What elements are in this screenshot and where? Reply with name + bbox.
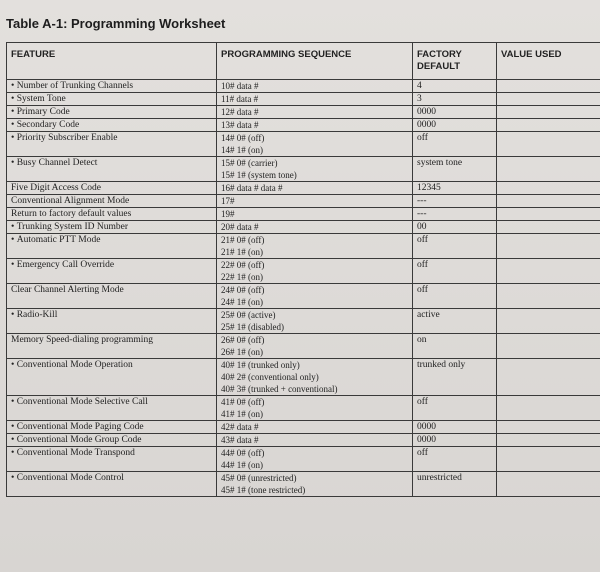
feature-cell: [7, 334, 217, 359]
factory-default-cell: on: [413, 334, 497, 359]
sequence-line: 44# 0# (off): [221, 448, 265, 458]
feature-cell: [7, 472, 217, 497]
table-row: [7, 119, 600, 132]
table-row: [7, 421, 600, 434]
factory-default-cell: ---: [413, 208, 497, 221]
sequence-line: 24# 0# (off): [221, 285, 265, 295]
sequence-line: 40# 1# (trunked only): [221, 360, 300, 370]
feature-cell: [7, 309, 217, 334]
sequence-line: 41# 0# (off): [221, 397, 265, 407]
value-used-cell[interactable]: [497, 93, 600, 106]
factory-default-cell: 0000: [413, 119, 497, 132]
sequence-cell: [217, 447, 413, 472]
value-used-cell[interactable]: [497, 359, 600, 396]
sequence-line: 13# data #: [221, 120, 259, 130]
feature-label: • Radio-Kill: [11, 310, 57, 320]
feature-cell: [7, 234, 217, 259]
feature-label: • Busy Channel Detect: [11, 158, 97, 168]
factory-default-cell: off: [413, 447, 497, 472]
sequence-cell: [217, 284, 413, 309]
header-value-used: VALUE USED: [497, 43, 600, 80]
value-used-cell[interactable]: [497, 309, 600, 334]
sequence-line: 21# 0# (off): [221, 235, 265, 245]
value-used-cell[interactable]: [497, 208, 600, 221]
value-used-cell[interactable]: [497, 284, 600, 309]
value-used-cell[interactable]: [497, 396, 600, 421]
feature-label: • Conventional Mode Control: [11, 473, 124, 483]
feature-cell: [7, 259, 217, 284]
feature-cell: [7, 182, 217, 195]
sequence-cell: [217, 421, 413, 434]
sequence-line: 24# 1# (on): [221, 297, 263, 307]
sequence-cell: [217, 80, 413, 93]
sequence-cell: [217, 234, 413, 259]
sequence-line: 12# data #: [221, 107, 259, 117]
table-row: [7, 309, 600, 334]
sequence-line: 45# 0# (unrestricted): [221, 473, 297, 483]
table-title: Table A-1: Programming Worksheet: [6, 16, 226, 31]
factory-default-cell: 12345: [413, 182, 497, 195]
header-factory-default: [413, 43, 497, 80]
table-row: [7, 472, 600, 497]
table-row: [7, 234, 600, 259]
sequence-line: 21# 1# (on): [221, 247, 263, 257]
sequence-line: 17#: [221, 196, 235, 206]
feature-cell: [7, 421, 217, 434]
factory-default-cell: off: [413, 284, 497, 309]
sequence-cell: [217, 119, 413, 132]
value-used-cell[interactable]: [497, 119, 600, 132]
feature-cell: [7, 396, 217, 421]
feature-cell: [7, 119, 217, 132]
sequence-line: 14# 1# (on): [221, 145, 263, 155]
table-row: [7, 157, 600, 182]
sequence-cell: [217, 259, 413, 284]
table-row: [7, 221, 600, 234]
value-used-cell[interactable]: [497, 132, 600, 157]
sequence-cell: [217, 132, 413, 157]
sequence-line: 26# 0# (off): [221, 335, 265, 345]
feature-label: Conventional Alignment Mode: [11, 196, 130, 206]
value-used-cell[interactable]: [497, 157, 600, 182]
feature-label: • System Tone: [11, 94, 66, 104]
factory-default-cell: off: [413, 396, 497, 421]
sequence-line: 45# 1# (tone restricted): [221, 485, 306, 495]
feature-label: • Conventional Mode Selective Call: [11, 397, 148, 407]
feature-label: Memory Speed-dialing programming: [11, 335, 153, 345]
sequence-cell: [217, 472, 413, 497]
feature-cell: [7, 447, 217, 472]
table-row: [7, 396, 600, 421]
value-used-cell[interactable]: [497, 80, 600, 93]
feature-cell: [7, 106, 217, 119]
feature-cell: [7, 208, 217, 221]
factory-default-cell: system tone: [413, 157, 497, 182]
sequence-line: 11# data #: [221, 94, 259, 104]
feature-label: • Trunking System ID Number: [11, 222, 128, 232]
factory-default-cell: off: [413, 234, 497, 259]
sequence-line: 42# data #: [221, 422, 259, 432]
sequence-line: 14# 0# (off): [221, 133, 265, 143]
feature-cell: [7, 80, 217, 93]
value-used-cell[interactable]: [497, 106, 600, 119]
value-used-cell[interactable]: [497, 221, 600, 234]
sequence-line: 22# 0# (off): [221, 260, 265, 270]
table-row: [7, 106, 600, 119]
sequence-cell: [217, 106, 413, 119]
sequence-line: 40# 3# (trunked + conventional): [221, 384, 338, 394]
sequence-line: 16# data # data #: [221, 183, 283, 193]
sequence-line: 26# 1# (on): [221, 347, 263, 357]
feature-label: Five Digit Access Code: [11, 183, 101, 193]
table-row: [7, 447, 600, 472]
header-factory-line1: FACTORY: [417, 49, 462, 60]
table-row: [7, 359, 600, 396]
sequence-line: 20# data #: [221, 222, 259, 232]
table-row: [7, 284, 600, 309]
value-used-cell[interactable]: [497, 182, 600, 195]
factory-default-cell: 00: [413, 221, 497, 234]
factory-default-cell: ---: [413, 195, 497, 208]
table-row: [7, 195, 600, 208]
feature-label: • Emergency Call Override: [11, 260, 114, 270]
sequence-line: 15# 1# (system tone): [221, 170, 297, 180]
sequence-line: 19#: [221, 209, 235, 219]
value-used-cell[interactable]: [497, 259, 600, 284]
sequence-line: 40# 2# (conventional only): [221, 372, 319, 382]
programming-worksheet-table: [6, 42, 600, 497]
sequence-cell: [217, 221, 413, 234]
value-used-cell[interactable]: [497, 447, 600, 472]
sequence-line: 10# data #: [221, 81, 259, 91]
feature-label: • Secondary Code: [11, 120, 79, 130]
feature-cell: [7, 434, 217, 447]
value-used-cell[interactable]: [497, 334, 600, 359]
factory-default-cell: trunked only: [413, 359, 497, 396]
table-row: [7, 334, 600, 359]
table-row: [7, 132, 600, 157]
value-used-cell[interactable]: [497, 234, 600, 259]
sequence-line: 43# data #: [221, 435, 259, 445]
table-row: [7, 259, 600, 284]
feature-cell: [7, 359, 217, 396]
header-feature: FEATURE: [7, 43, 217, 80]
factory-default-cell: unrestricted: [413, 472, 497, 497]
sequence-cell: [217, 334, 413, 359]
sequence-cell: [217, 396, 413, 421]
value-used-cell[interactable]: [497, 195, 600, 208]
feature-label: • Number of Trunking Channels: [11, 81, 133, 91]
factory-default-cell: active: [413, 309, 497, 334]
sequence-line: 15# 0# (carrier): [221, 158, 278, 168]
value-used-cell[interactable]: [497, 421, 600, 434]
factory-default-cell: 3: [413, 93, 497, 106]
feature-label: • Conventional Mode Group Code: [11, 435, 142, 445]
sequence-cell: [217, 434, 413, 447]
value-used-cell[interactable]: [497, 472, 600, 497]
feature-label: • Priority Subscriber Enable: [11, 133, 118, 143]
sequence-cell: [217, 182, 413, 195]
feature-cell: [7, 284, 217, 309]
sequence-line: 44# 1# (on): [221, 460, 263, 470]
feature-label: Clear Channel Alerting Mode: [11, 285, 124, 295]
factory-default-cell: 4: [413, 80, 497, 93]
factory-default-cell: 0000: [413, 434, 497, 447]
sequence-cell: [217, 208, 413, 221]
feature-cell: [7, 93, 217, 106]
factory-default-cell: 0000: [413, 421, 497, 434]
table-row: [7, 434, 600, 447]
factory-default-cell: 0000: [413, 106, 497, 119]
sequence-line: 22# 1# (on): [221, 272, 263, 282]
feature-cell: [7, 195, 217, 208]
sequence-line: 25# 0# (active): [221, 310, 276, 320]
sequence-line: 25# 1# (disabled): [221, 322, 284, 332]
sequence-cell: [217, 195, 413, 208]
feature-label: • Conventional Mode Operation: [11, 360, 133, 370]
header-row: [7, 43, 600, 80]
table-row: [7, 208, 600, 221]
feature-cell: [7, 221, 217, 234]
factory-default-cell: off: [413, 259, 497, 284]
feature-label: • Primary Code: [11, 107, 70, 117]
feature-label: • Conventional Mode Transpond: [11, 448, 135, 458]
feature-label: • Conventional Mode Paging Code: [11, 422, 144, 432]
sequence-cell: [217, 157, 413, 182]
feature-label: • Automatic PTT Mode: [11, 235, 100, 245]
table-row: [7, 93, 600, 106]
sequence-line: 41# 1# (on): [221, 409, 263, 419]
feature-cell: [7, 132, 217, 157]
table-row: [7, 80, 600, 93]
factory-default-cell: off: [413, 132, 497, 157]
header-sequence: PROGRAMMING SEQUENCE: [217, 43, 413, 80]
sequence-cell: [217, 93, 413, 106]
feature-cell: [7, 157, 217, 182]
header-factory-line2: DEFAULT: [417, 61, 461, 72]
sequence-cell: [217, 359, 413, 396]
value-used-cell[interactable]: [497, 434, 600, 447]
table-row: [7, 182, 600, 195]
sequence-cell: [217, 309, 413, 334]
feature-label: Return to factory default values: [11, 209, 132, 219]
